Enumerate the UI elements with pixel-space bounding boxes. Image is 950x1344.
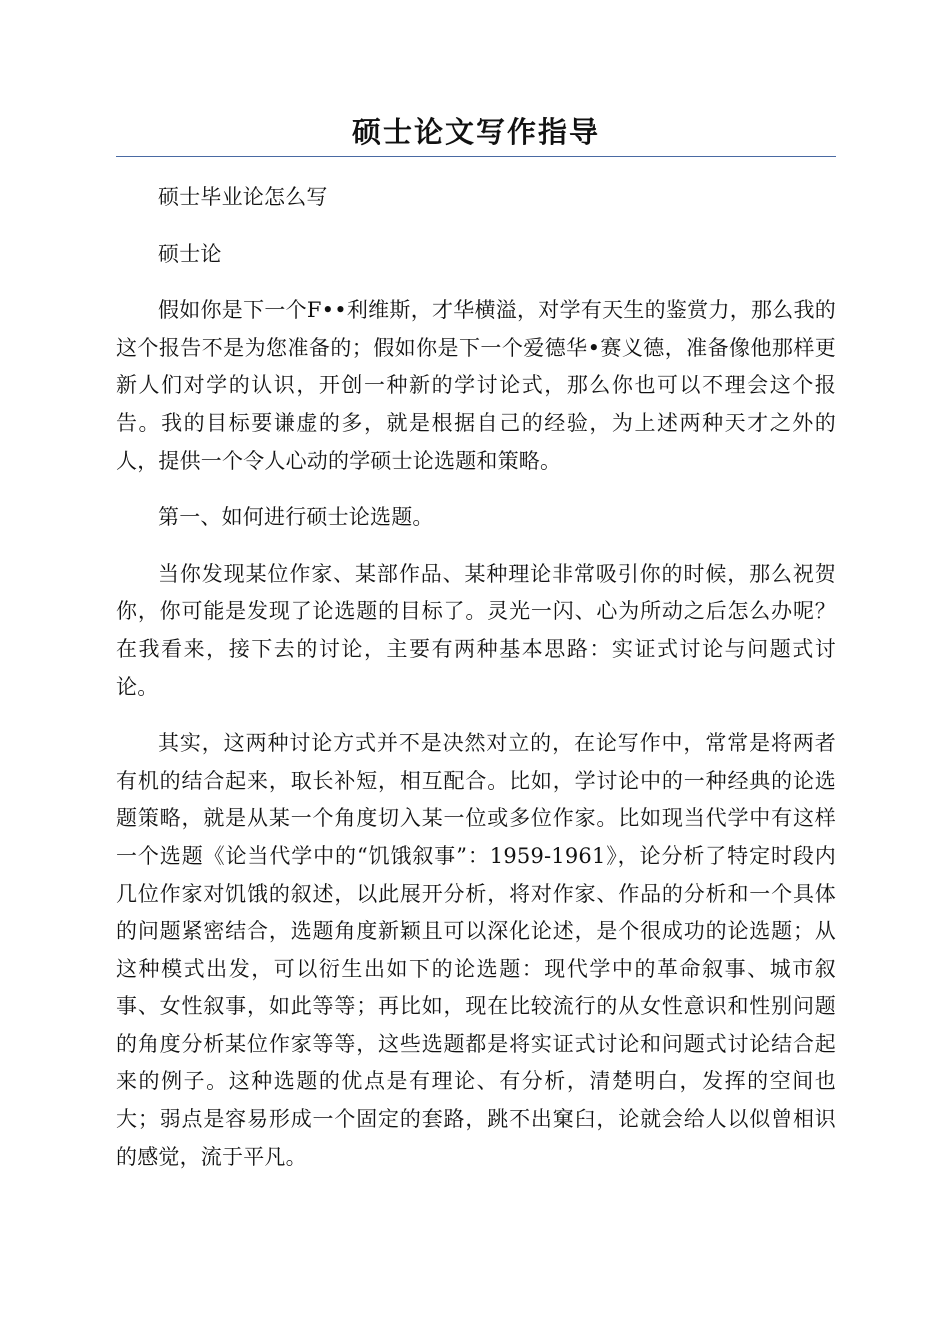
document-title: 硕士论文写作指导 (116, 110, 836, 157)
paragraph-section-heading: 第一、如何进行硕士论选题。 (158, 505, 434, 530)
paragraph-intro: 假如你是下一个F••利维斯，才华横溢，对学有天生的鉴赏力，那么我的这个报告不是为您准备的；假如你是下一个爱德华•赛义德，准备像他那样更新人们对学的认识，开创一种新的学讨论式，那么你也可以不理会这个报告。我的目标要谦虚的多，就是根据自己的经验，为上述两种天才之外的人，提供一个令人心动的学硕士论选题和策略。 (116, 298, 836, 473)
paragraph-research-methods: 其实，这两种讨论方式并不是决然对立的，在论写作中，常常是将两者有机的结合起来，取长补短，相互配合。比如，学讨论中的一种经典的论选题策略，就是从某一个角度切入某一位或多位作家。比如现当代学中有这样一个选题《论当代学中的“饥饿叙事”：1959-1961》，论分析了特定时段内几位作家对饥饿的叙述，以此展开分析，将对作家、作品的分析和一个具体的问题紧密结合，选题角度新颖且可以深化论述，是个很成功的论选题；从这种模式出发，可以衍生出如下的论选题：现代学中的革命叙事、城市叙事、女性叙事，如此等等；再比如，现在比较流行的从女性意识和性别问题的角度分析某位作家等等，这些选题都是将实证式讨论和问题式讨论结合起来的例子。这种选题的优点是有理论、有分析，清楚明白，发挥的空间也大；弱点是容易形成一个固定的套路，跳不出窠臼，论就会给人以似曾相识的感觉，流于平凡。 (116, 731, 836, 1169)
document-page (116, 110, 836, 1195)
paragraph-topic-discovery: 当你发现某位作家、某部作品、某种理论非常吸引你的时候，那么祝贺你，你可能是发现了论选题的目标了。灵光一闪、心为所动之后怎么办呢？在我看来，接下去的讨论，主要有两种基本思路：实证式讨论与问题式讨论。 (116, 561, 836, 699)
paragraph-subtitle: 硕士毕业论怎么写 (158, 185, 328, 209)
document-body (116, 179, 836, 1176)
paragraph-heading: 硕士论 (158, 241, 222, 266)
